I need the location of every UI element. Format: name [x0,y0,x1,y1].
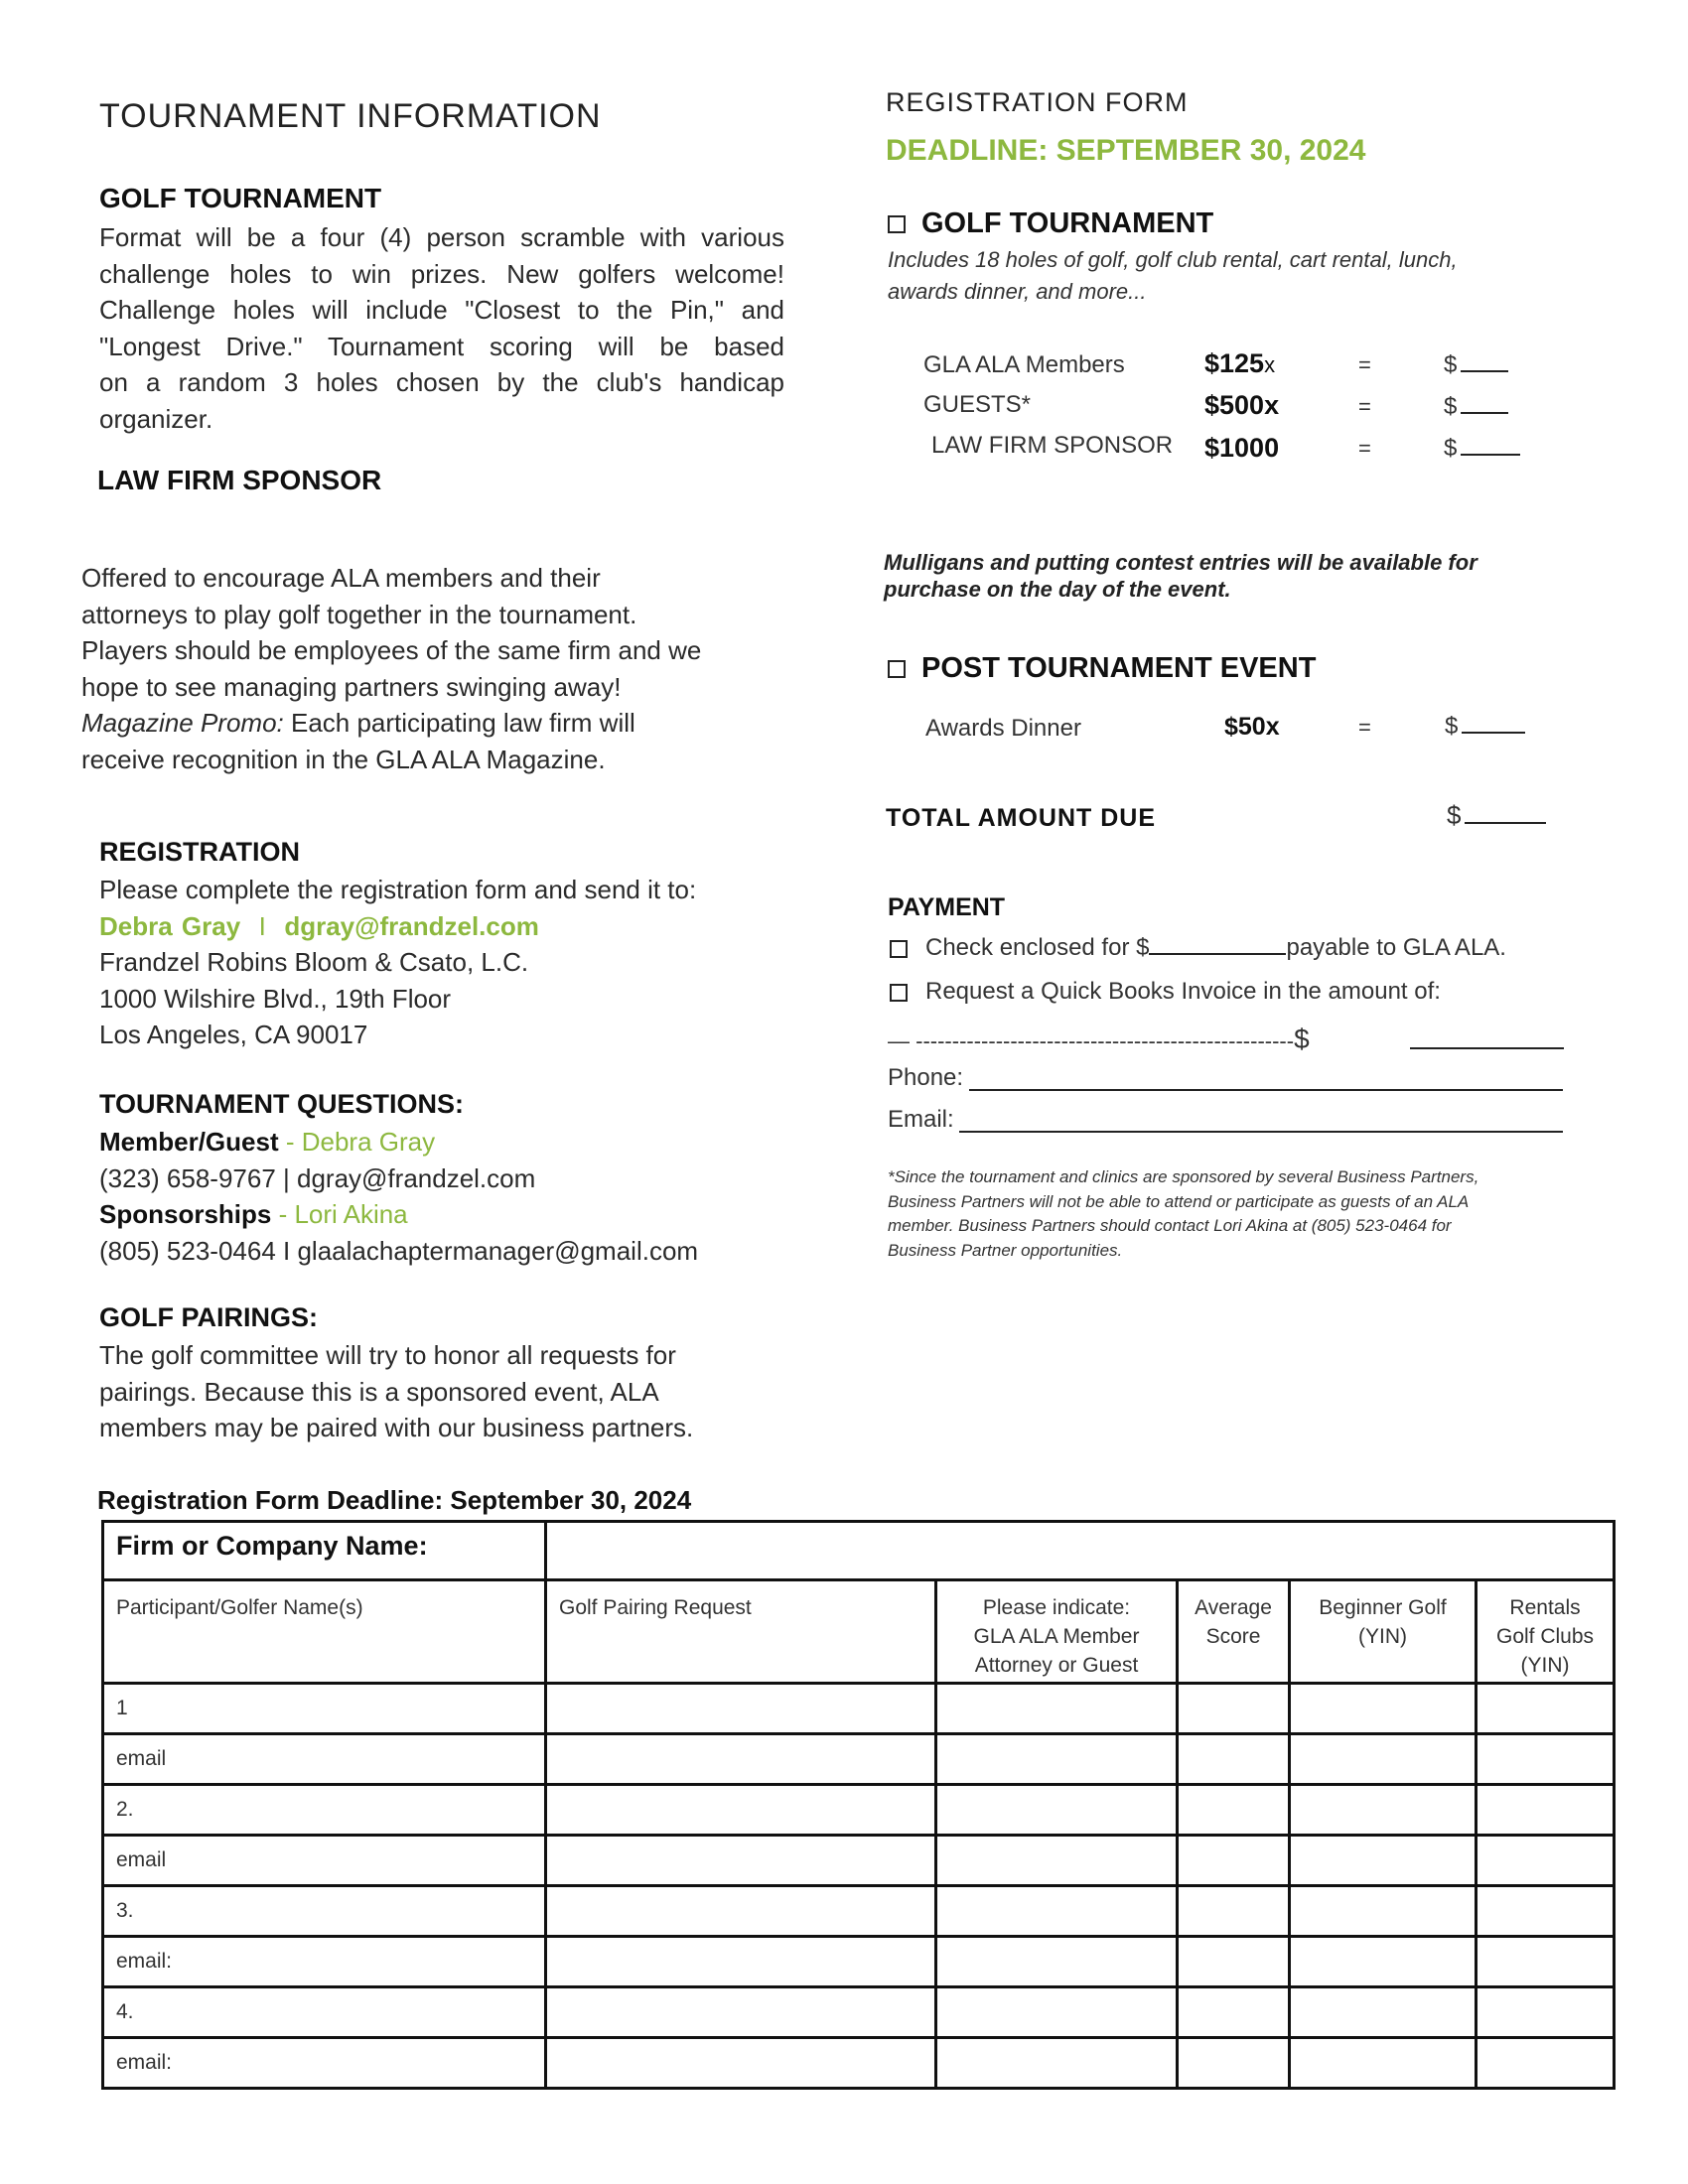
score-cell[interactable] [1178,1734,1290,1785]
score-cell[interactable] [1178,1937,1290,1987]
table-title: Registration Form Deadline: September 30, 2024 [97,1485,692,1515]
member-status-cell[interactable] [936,2038,1178,2089]
payment-heading: PAYMENT [888,893,1006,921]
table-row [103,1836,1615,1886]
promo-text: Each participating law firm will [283,708,635,738]
invoice-option[interactable] [890,978,1441,1006]
check-amount-blank[interactable] [1149,951,1286,955]
sponsor-total-field[interactable] [1444,435,1520,463]
golf-line: Challenge holes will include "Closest to the Pin," and [99,295,784,325]
golf-tournament-checkbox[interactable] [888,215,906,233]
blank-line[interactable] [1461,410,1508,414]
participant-cell[interactable]: email: [103,1937,546,1987]
golf-tournament-option-label: GOLF TOURNAMENT [921,207,1214,239]
price-label-guests: GUESTS* [923,391,1032,418]
header-beginner [1290,1580,1477,1684]
description-line: awards dinner, and more... [888,279,1147,304]
golf-line: Format will be a four (4) person scramble with various [99,222,784,252]
table-row [103,1886,1615,1937]
table-row [103,1785,1615,1836]
equals-sign: = [1358,715,1371,740]
header-line: (YIN) [1358,1625,1407,1648]
pairing-cell[interactable] [546,1734,936,1785]
golf-tournament-option[interactable] [888,207,1213,240]
header-line: Score [1205,1625,1261,1648]
sponsor-line: hope to see managing partners swinging away! [81,671,622,702]
description-line: Includes 18 holes of golf, golf club rental, cart rental, lunch, [888,247,1458,272]
guests-total-field[interactable] [1444,393,1508,421]
header-row [103,1580,1615,1684]
header-score [1178,1580,1290,1684]
rentals-cell[interactable] [1477,1785,1615,1836]
page-title: TOURNAMENT INFORMATION [99,97,602,135]
invoice-label: Request a Quick Books Invoice in the amount of: [925,978,1441,1005]
participant-cell[interactable]: 1 [103,1684,546,1734]
dollar-sign: $ [1447,800,1462,830]
header-line: Attorney or Guest [974,1654,1139,1677]
post-tournament-option[interactable] [888,652,1316,685]
invoice-amount-line [888,1024,1310,1055]
sponsor-line: Offered to encourage ALA members and their [81,563,601,593]
awards-dinner-label: Awards Dinner [925,715,1081,742]
pairings-line: The golf committee will try to honor all requests for [99,1340,676,1370]
address-line: Los Angeles, CA 90017 [99,1020,368,1049]
sponsorships-line [99,1196,814,1233]
blank-line[interactable] [1465,820,1546,824]
pairing-cell[interactable] [546,1987,936,2038]
pairings-paragraph [99,1337,814,1446]
golf-line: "Longest Drive." Tournament scoring will be based [99,331,784,361]
header-line: Rentals [1509,1596,1581,1619]
golf-tournament-heading: GOLF TOURNAMENT [99,183,382,213]
golf-line: challenge holes to win prizes. New golfers welcome! [99,258,784,289]
member-status-cell[interactable] [936,1886,1178,1937]
beginner-cell[interactable] [1290,1987,1477,2038]
participant-cell[interactable]: 2. [103,1785,546,1836]
sponsorships-label: Sponsorships [99,1199,272,1229]
rentals-cell[interactable] [1477,1734,1615,1785]
blank-line[interactable] [1461,368,1508,372]
price-label-law-firm-sponsor: LAW FIRM SPONSOR [931,432,1174,459]
equals-sign: = [1358,352,1371,377]
address-line: Frandzel Robins Bloom & Csato, L.C. [99,947,529,977]
member-guest-phone-email: (323) 658-9767 | dgray@frandzel.com [99,1162,536,1193]
golf-line: on a random 3 holes chosen by the club's handicap [99,367,784,397]
score-cell[interactable] [1178,1987,1290,2038]
score-cell[interactable] [1178,1836,1290,1886]
header-line: Average [1195,1596,1272,1619]
header-indicate [936,1580,1178,1684]
beginner-cell[interactable] [1290,1734,1477,1785]
dollar-sign: $ [1444,435,1458,462]
table-row [103,1734,1615,1785]
dollar-sign: $ [1294,1024,1310,1054]
promo-line-last: receive recognition in the GLA ALA Magazine. [81,744,606,774]
firm-row [103,1522,1615,1580]
members-total-field[interactable] [1444,351,1508,379]
post-tournament-option-label: POST TOURNAMENT EVENT [921,652,1317,684]
registration-table [101,1520,1616,2090]
sponsor-paragraph [81,560,796,777]
header-line: (YIN) [1520,1654,1570,1677]
note-line: purchase on the day of the event. [884,577,1231,602]
check-suffix: payable to GLA ALA. [1286,934,1506,961]
beginner-cell[interactable] [1290,1937,1477,1987]
registration-form-title: REGISTRATION FORM [886,87,1189,117]
post-tournament-checkbox[interactable] [888,660,906,678]
score-cell[interactable] [1178,1684,1290,1734]
rentals-cell[interactable] [1477,1886,1615,1937]
header-rentals [1477,1580,1615,1684]
member-status-cell[interactable] [936,1836,1178,1886]
participant-cell[interactable]: 3. [103,1886,546,1937]
phone-label: Phone: [888,1064,964,1091]
header-line: Please indicate: [982,1596,1131,1619]
pairings-line: members may be paired with our business partners. [99,1413,694,1442]
contact-line [99,908,814,945]
registration-heading: REGISTRATION [99,837,300,867]
dollar-sign: $ [1445,713,1459,740]
dollar-sign: $ [1444,351,1458,378]
header-line: Beginner Golf [1319,1596,1447,1619]
rentals-cell[interactable] [1477,1937,1615,1987]
beginner-cell[interactable] [1290,1886,1477,1937]
tournament-questions-heading: TOURNAMENT QUESTIONS: [99,1089,465,1119]
rentals-cell[interactable] [1477,1836,1615,1886]
mulligans-note [884,549,1599,603]
price-multiplier: x [1264,352,1276,377]
contact-email[interactable]: dgray@frandzel.com [284,910,539,941]
promo-line [81,705,796,742]
sponsorships-phone-email: (805) 523-0464 I glaalachaptermanager@gmail.com [99,1235,699,1266]
email-label: Email: [888,1106,954,1133]
member-status-cell[interactable] [936,1987,1178,2038]
check-prefix: Check enclosed for $ [925,934,1150,961]
equals-sign: = [1358,436,1371,461]
participant-cell[interactable]: email [103,1734,546,1785]
participant-cell[interactable]: email: [103,2038,546,2089]
pairing-cell[interactable] [546,1836,936,1886]
footnote-line: *Since the tournament and clinics are sponsored by several Business Partners, [888,1167,1479,1186]
participant-cell[interactable]: email [103,1836,546,1886]
table-row [103,1937,1615,1987]
participant-cell[interactable]: 4. [103,1987,546,2038]
promo-label: Magazine Promo: [81,708,284,738]
golf-tournament-description [888,244,1583,308]
deadline-text: DEADLINE: SEPTEMBER 30, 2024 [886,134,1366,167]
contact-name: Debra Gray [99,910,241,941]
footnote [888,1165,1583,1263]
rentals-cell[interactable] [1477,1987,1615,2038]
score-cell[interactable] [1178,1886,1290,1937]
address-line: 1000 Wilshire Blvd., 19th Floor [99,983,452,1014]
invoice-amount-blank[interactable] [1410,1047,1564,1049]
note-line: Mulligans and putting contest entries will be available for [884,550,1477,575]
member-status-cell[interactable] [936,1937,1178,1987]
pairing-cell[interactable] [546,1937,936,1987]
firm-input-cell[interactable] [546,1522,1615,1580]
golf-line: organizer. [99,403,213,434]
footnote-line: Business Partners will not be able to attend or participate as guests of an ALA [888,1191,1470,1211]
member-guest-line [99,1124,814,1160]
blank-line[interactable] [1462,730,1525,734]
header-pairing: Golf Pairing Request [546,1580,936,1684]
email-field[interactable] [959,1131,1563,1133]
invoice-checkbox[interactable] [890,984,908,1002]
awards-dinner-amount: $50x [1224,713,1280,741]
sponsorships-contact: - Lori Akina [271,1199,408,1229]
beginner-cell[interactable] [1290,2038,1477,2089]
rentals-cell[interactable] [1477,1684,1615,1734]
header-line: GLA ALA Member [973,1625,1140,1648]
total-amount-due-label: TOTAL AMOUNT DUE [886,804,1157,832]
phone-field[interactable] [969,1089,1563,1091]
equals-sign: = [1358,394,1371,419]
check-checkbox[interactable] [890,940,908,958]
golf-format-paragraph [99,219,784,437]
sponsor-line: attorneys to play golf together in the tournament. [81,599,637,629]
dash-line: — ---------------------------------------------------- [888,1028,1295,1053]
header-name: Participant/Golfer Name(s) [103,1580,546,1684]
footnote-line: Business Partner opportunities. [888,1240,1123,1260]
pairing-cell[interactable] [546,1785,936,1836]
law-firm-sponsor-heading: LAW FIRM SPONSOR [97,465,382,495]
table-row [103,2038,1615,2089]
price-amount-guests: $500x [1204,390,1280,420]
price-value: $125 [1204,348,1265,378]
pairings-line: pairings. Because this is a sponsored event, ALA [99,1376,659,1407]
score-cell[interactable] [1178,1785,1290,1836]
member-guest-contact: - Debra Gray [278,1127,436,1157]
firm-label: Firm or Company Name: [103,1522,546,1580]
member-status-cell[interactable] [936,1684,1178,1734]
table-row [103,1684,1615,1734]
table-row [103,1987,1615,2038]
registration-intro: Please complete the registration form and send it to: [99,875,697,904]
total-amount-field[interactable] [1447,800,1546,831]
price-label-members: GLA ALA Members [923,351,1125,378]
header-line: Golf Clubs [1496,1625,1595,1648]
pairing-cell[interactable] [546,1684,936,1734]
registration-info [99,872,814,1053]
beginner-cell[interactable] [1290,1785,1477,1836]
price-amount-members [1204,348,1275,379]
score-cell[interactable] [1178,2038,1290,2089]
pairing-cell[interactable] [546,1886,936,1937]
dinner-total-field[interactable] [1445,713,1525,741]
contact-separator: I [258,910,266,941]
dollar-sign: $ [1444,393,1458,420]
footnote-line: member. Business Partners should contact Lori Akina at (805) 523-0464 for [888,1216,1452,1235]
price-amount-law-firm-sponsor: $1000 [1204,433,1280,463]
rentals-cell[interactable] [1477,2038,1615,2089]
member-status-cell[interactable] [936,1785,1178,1836]
beginner-cell[interactable] [1290,1684,1477,1734]
member-status-cell[interactable] [936,1734,1178,1785]
questions-info [99,1124,814,1269]
golf-pairings-heading: GOLF PAIRINGS: [99,1302,318,1332]
beginner-cell[interactable] [1290,1836,1477,1886]
check-enclosed-option[interactable] [890,934,1506,962]
member-guest-label: Member/Guest [99,1127,279,1157]
sponsor-line: Players should be employees of the same firm and we [81,635,702,665]
pairing-cell[interactable] [546,2038,936,2089]
blank-line[interactable] [1461,452,1520,456]
